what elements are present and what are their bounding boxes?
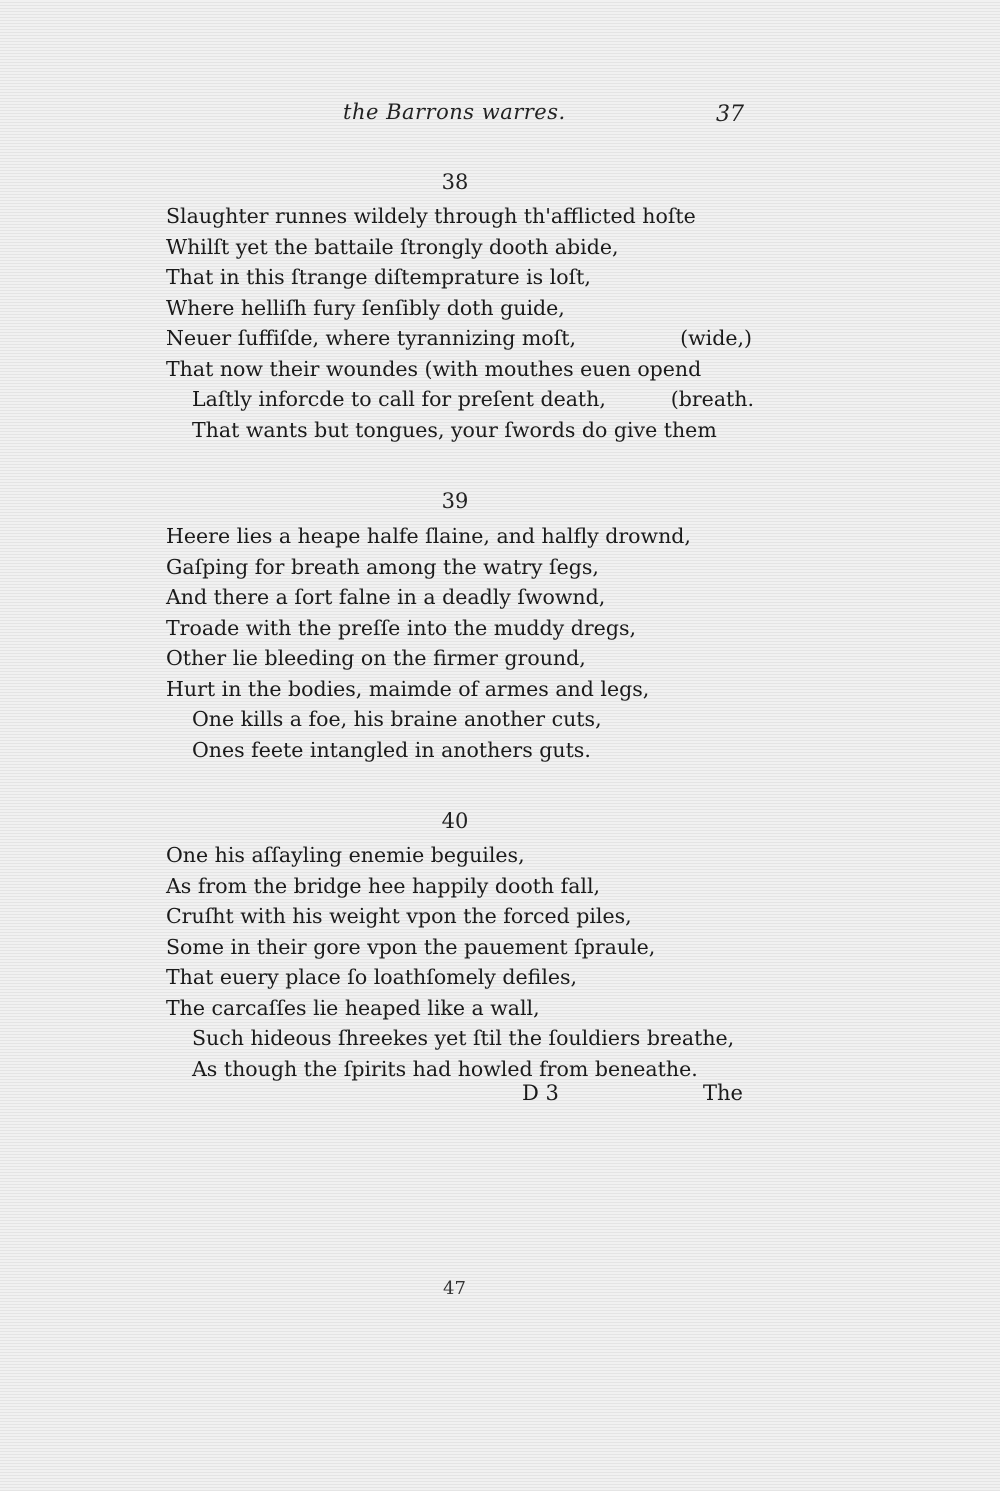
verse-line: As though the ſpirits had howled from beneathe.	[192, 1056, 698, 1081]
verse-line: Cruſht with his weight vpon the forced piles,	[166, 904, 632, 928]
stanza	[166, 521, 766, 765]
verse-line: Ones feete intangled in anothers guts.	[192, 737, 591, 762]
verse-line: Laſtly inforcde to call for preſent death, (breath.	[166, 384, 766, 415]
verse-line: That in this ſtrange diſtemprature is loſt,	[166, 265, 591, 289]
verse-line: The carcaſſes lie heaped like a wall,	[166, 995, 540, 1020]
turnover-word: (wide,)	[680, 326, 752, 350]
stanza	[166, 840, 766, 1084]
verse-line: Slaughter runnes wildely through th'afflicted hoſte	[166, 204, 696, 228]
verse-line: Heere lies a heape halfe ſlaine, and halfly drownd,	[166, 524, 691, 548]
verse-line: One kills a foe, his braine another cuts,	[192, 707, 602, 731]
page-number: 37	[716, 102, 744, 127]
bottom-page-number: 47	[443, 1278, 466, 1299]
turnover-word: (breath.	[670, 387, 754, 411]
verse-line: That euery place ſo loathſomely defiles,	[166, 965, 578, 989]
verse-line: Whilſt yet the battaile ſtrongly dooth abide,	[166, 234, 619, 259]
verse-line: Neuer ſuffiſde, where tyrannizing moſt, (wide,)	[166, 323, 766, 354]
verse-line: And there a ſort falne in a deadly ſwownd,	[166, 585, 606, 609]
verse-line: Other lie bleeding on the firmer ground,	[166, 646, 586, 670]
verse-line: Some in their gore vpon the pauement ſpraule,	[166, 934, 656, 959]
verse-line: That now their woundes (with mouthes euen opend	[166, 356, 702, 381]
verse-line: One his aſſayling enemie beguiles,	[166, 843, 525, 867]
stanza	[166, 201, 766, 445]
verse-line: Such hideous ſhreekes yet ſtil the ſouldiers breathe,	[192, 1026, 735, 1050]
stanza-number: 40	[441, 809, 469, 833]
verse-line: Gaſping for breath among the watry ſegs,	[166, 554, 599, 579]
verse-line: That wants but tongues, your ſwords do give them	[192, 417, 717, 442]
running-title: the Barrons warres.	[343, 100, 566, 124]
verse-line: Where helliſh fury ſenſibly doth guide,	[166, 295, 565, 320]
page-foot	[0, 1081, 1000, 1111]
verse-line: Troade with the preſſe into the muddy dregs,	[166, 615, 636, 640]
signature-mark: D 3	[522, 1081, 559, 1105]
verse-line: As from the bridge hee happily dooth fall,	[166, 873, 601, 898]
stanza-number: 39	[441, 489, 469, 513]
stanza-number: 38	[441, 170, 469, 194]
catchword: The	[703, 1081, 743, 1105]
verse-line: Hurt in the bodies, maimde of armes and legs,	[166, 676, 650, 701]
